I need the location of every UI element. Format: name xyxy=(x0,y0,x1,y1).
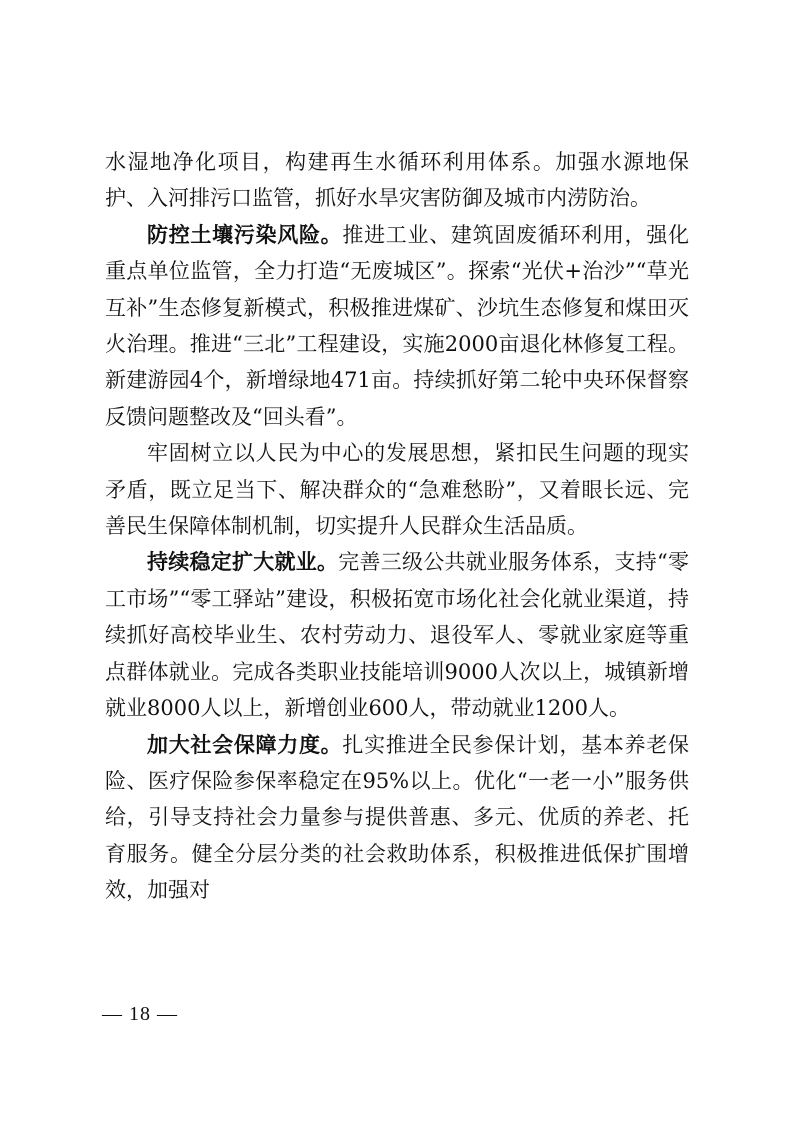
paragraph-employment xyxy=(105,544,689,726)
paragraph-text: 扎实推进全民参保计划，基本养老保险、医疗保险参保率稳定在95%以上。优化“一老一小”服务供给，引导支持社会力量参与提供普惠、多元、优质的养老、托育服务。健全分层分类的社会救助体系，积极推进低保扩围增效，加强对 xyxy=(105,732,689,903)
paragraph-text: 水湿地净化项目，构建再生水循环利用体系。加强水源地保护、入河排污口监管，抓好水旱灾害防御及城市内涝防治。 xyxy=(105,150,689,211)
paragraph-lead: 防控土壤污染风险。 xyxy=(147,222,343,247)
paragraph-intro xyxy=(105,435,689,544)
page-number: — 18 — xyxy=(102,1003,178,1025)
body-text xyxy=(105,144,689,909)
paragraph-continuation xyxy=(105,144,689,217)
paragraph-text: 完善三级公共就业服务体系，支持“零工市场”“零工驿站”建设，积极拓宽市场化社会化就业渠道，持续抓好高校毕业生、农村劳动力、退役军人、零就业家庭等重点群体就业。完成各类职业技能培训9000人次以上，城镇新增就业8000人以上，新增创业600人，带动就业1200人。 xyxy=(105,550,690,721)
paragraph-social-security xyxy=(105,727,689,909)
paragraph-text: 牢固树立以人民为中心的发展思想，紧扣民生问题的现实矛盾，既立足当下、解决群众的“急难愁盼”，又着眼长远、完善民生保障体制机制，切实提升人民群众生活品质。 xyxy=(105,441,689,539)
paragraph-soil-pollution xyxy=(105,217,689,435)
paragraph-lead: 加大社会保障力度。 xyxy=(147,732,343,757)
paragraph-text: 推进工业、建筑固废循环利用，强化重点单位监管，全力打造“无废城区”。探索“光伏+治沙”“草光互补”生态修复新模式，积极推进煤矿、沙坑生态修复和煤田灭火治理。推进“三北”工程建设，实施2000亩退化林修复工程。新建游园4个，新增绿地471亩。持续抓好第二轮中央环保督察反馈问题整改及“回头看”。 xyxy=(105,222,689,429)
paragraph-lead: 持续稳定扩大就业。 xyxy=(147,550,339,575)
